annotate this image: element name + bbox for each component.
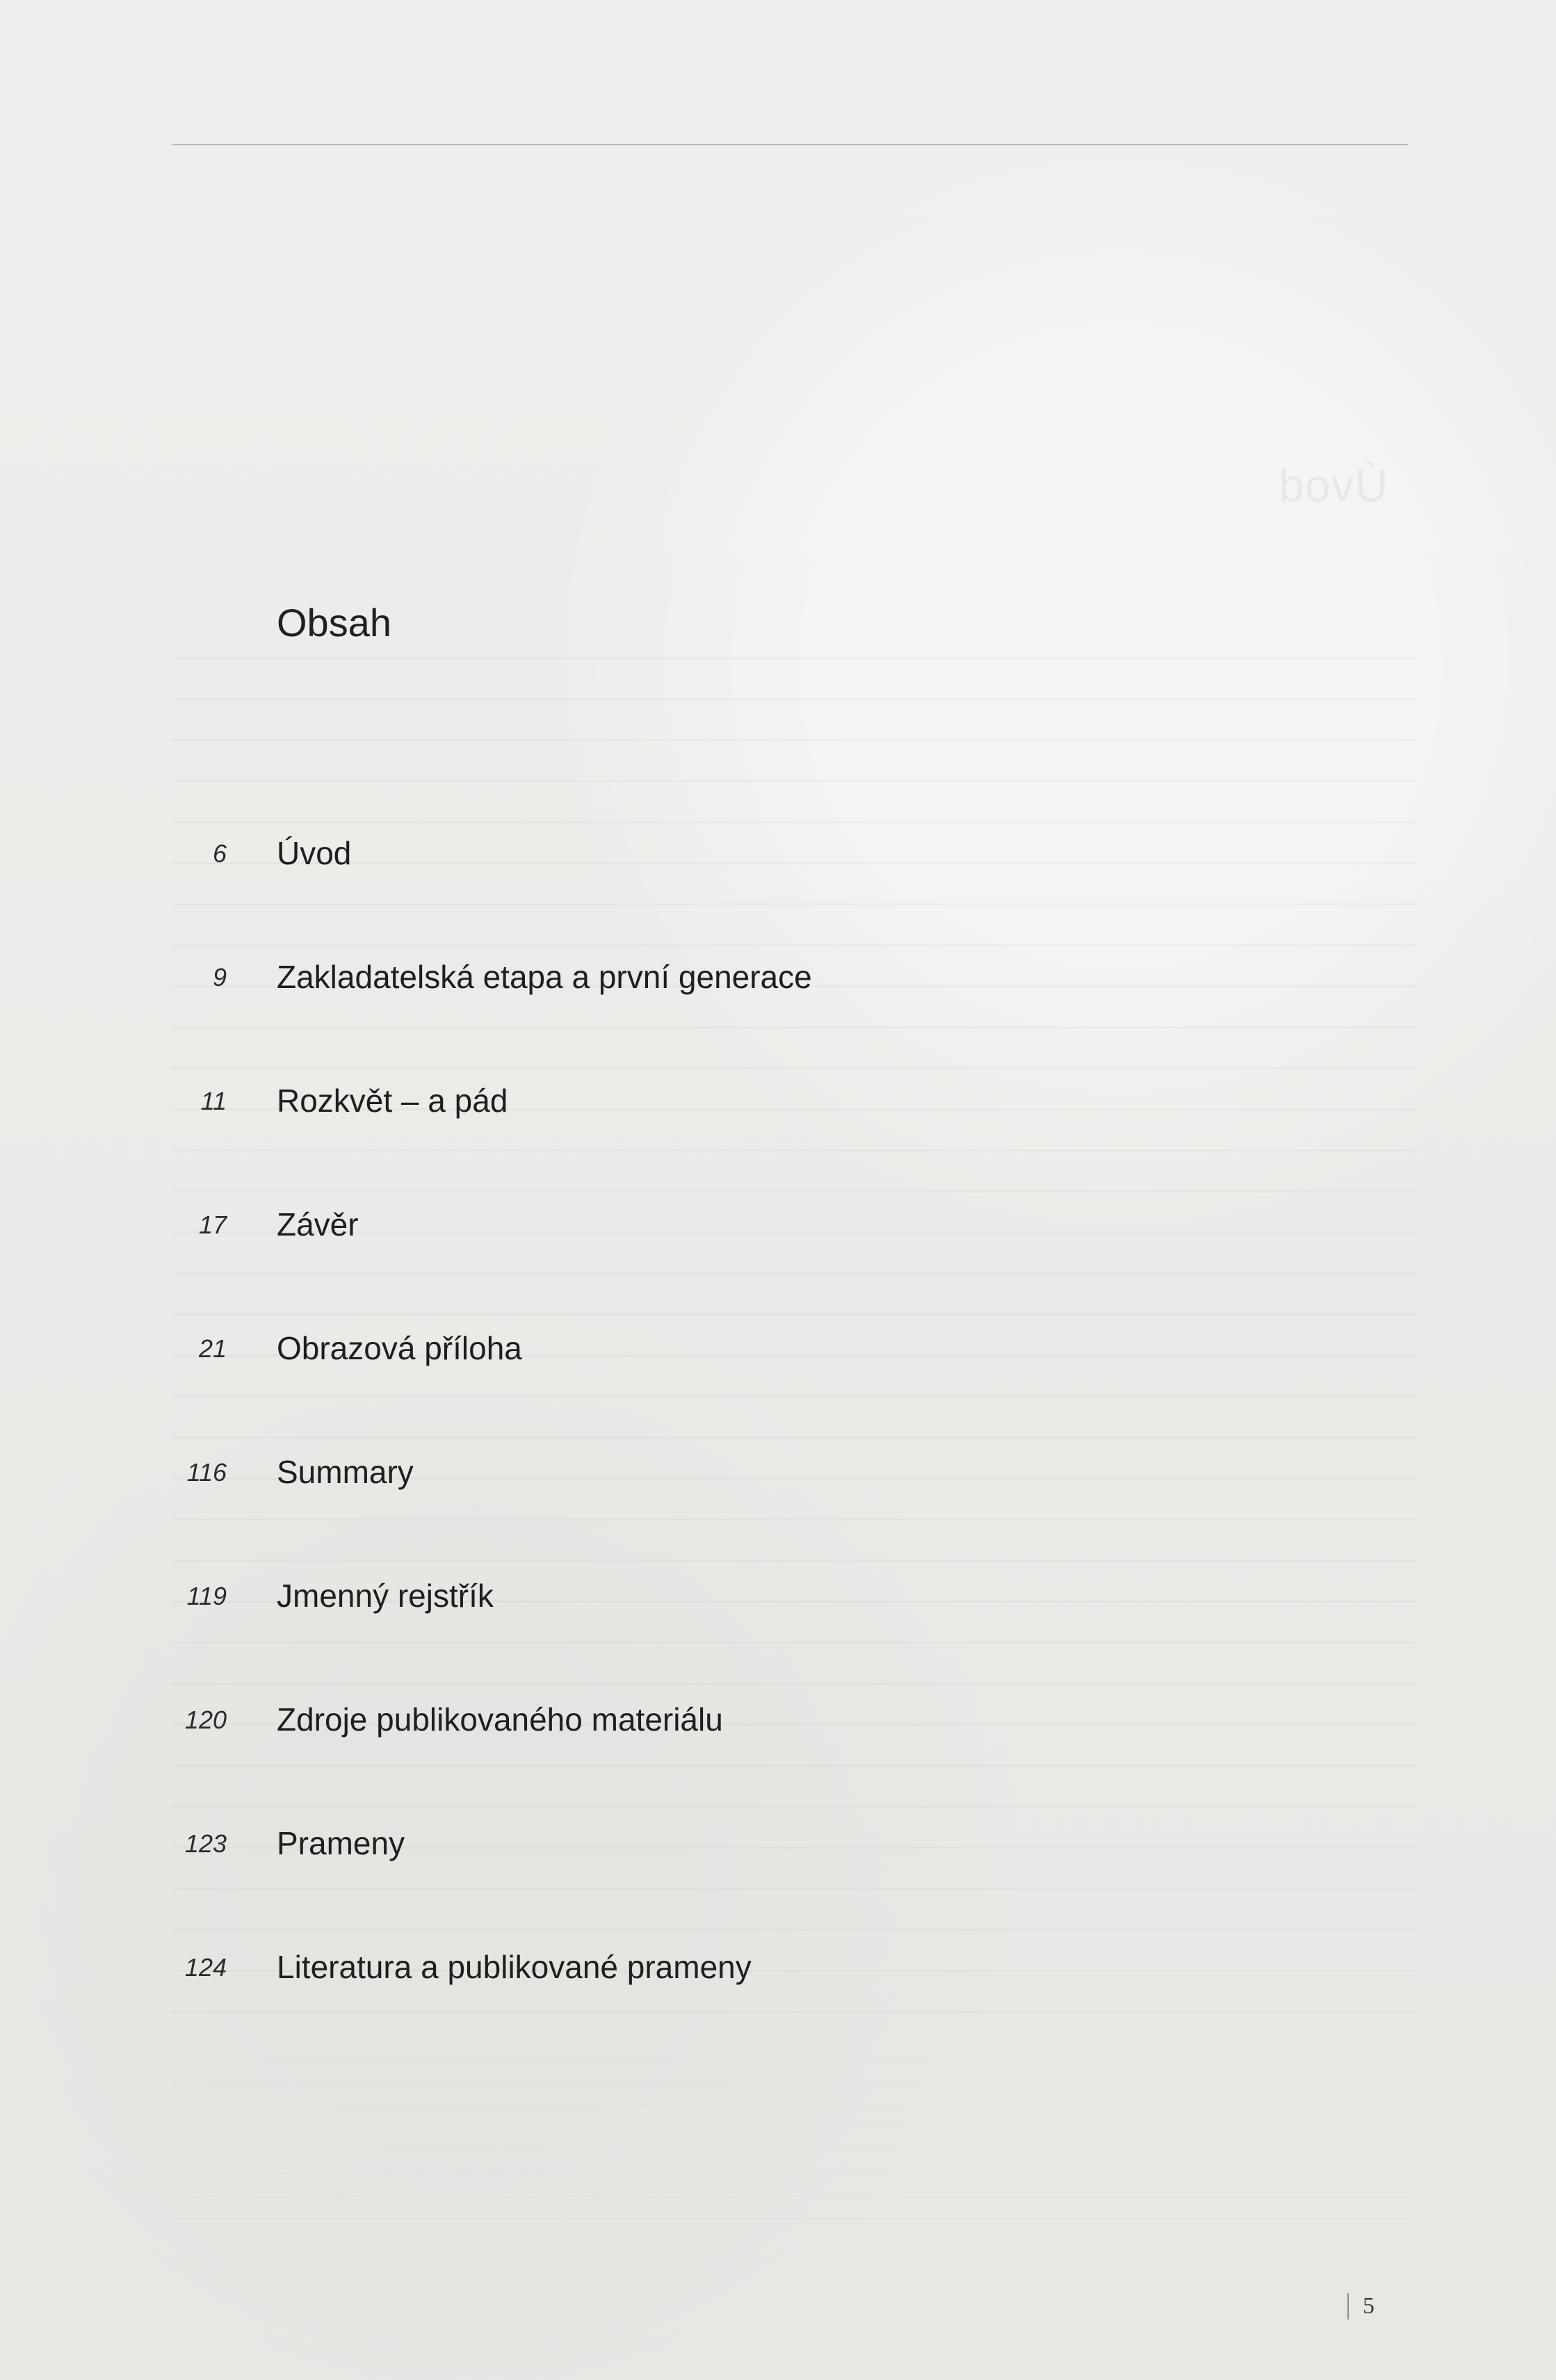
toc-entry-label: Úvod: [277, 835, 352, 871]
toc-page-number: 17: [198, 1211, 227, 1239]
show-through-text: Úvod: [1278, 460, 1388, 511]
toc-entry-label: Prameny: [277, 1825, 405, 1861]
page-title: Obsah: [277, 601, 391, 645]
toc-entry-label: Rozkvět – a pád: [277, 1083, 508, 1119]
toc-entry-literatura-a-publikovane-prameny: [0, 1950, 1556, 2073]
toc-entry-label: Summary: [277, 1454, 414, 1490]
footer-rule: [1347, 2293, 1349, 2320]
toc-entry-label: Obrazová příloha: [277, 1330, 522, 1366]
toc-entry-prameny: [0, 1826, 1556, 1950]
toc-page-number: 123: [184, 1829, 227, 1858]
toc-entry-label: Jmenný rejstřík: [277, 1578, 494, 1614]
page-footer: [1347, 2293, 1375, 2320]
toc-entry-summary: [0, 1455, 1556, 1578]
toc-entry-label: Zdroje publikovaného materiálu: [277, 1701, 723, 1738]
toc-page-number: 119: [186, 1582, 227, 1610]
top-rule: [172, 144, 1408, 145]
toc-page-number: 11: [200, 1087, 227, 1115]
toc-page-number: 6: [212, 839, 227, 868]
toc-entry-label: Závěr: [277, 1206, 359, 1242]
toc-page-number: 120: [184, 1706, 227, 1734]
toc-entry-uvod: [0, 836, 1556, 960]
page-number: 5: [1363, 2293, 1375, 2319]
toc-entry-label: Zakladatelská etapa a první generace: [277, 959, 812, 995]
toc-page-number: 124: [184, 1953, 227, 1982]
toc-entry-zaver: [0, 1207, 1556, 1331]
toc-entry-jmenny-rejstrik: [0, 1578, 1556, 1702]
toc-page-number: 21: [198, 1334, 227, 1363]
toc-entry-label: Literatura a publikované prameny: [277, 1949, 752, 1985]
toc-entry-obrazova-priloha: [0, 1331, 1556, 1455]
toc-page-number: 116: [186, 1458, 227, 1487]
toc-entry-rozkvet-a-pad: [0, 1083, 1556, 1207]
toc-entry-zdroje-publikovaneho-materialu: [0, 1702, 1556, 1826]
table-of-contents: [0, 836, 1556, 2073]
toc-entry-zakladatelska-etapa: [0, 960, 1556, 1083]
show-through-footnotes: [172, 2058, 1409, 2232]
toc-page-number: 9: [212, 963, 227, 991]
